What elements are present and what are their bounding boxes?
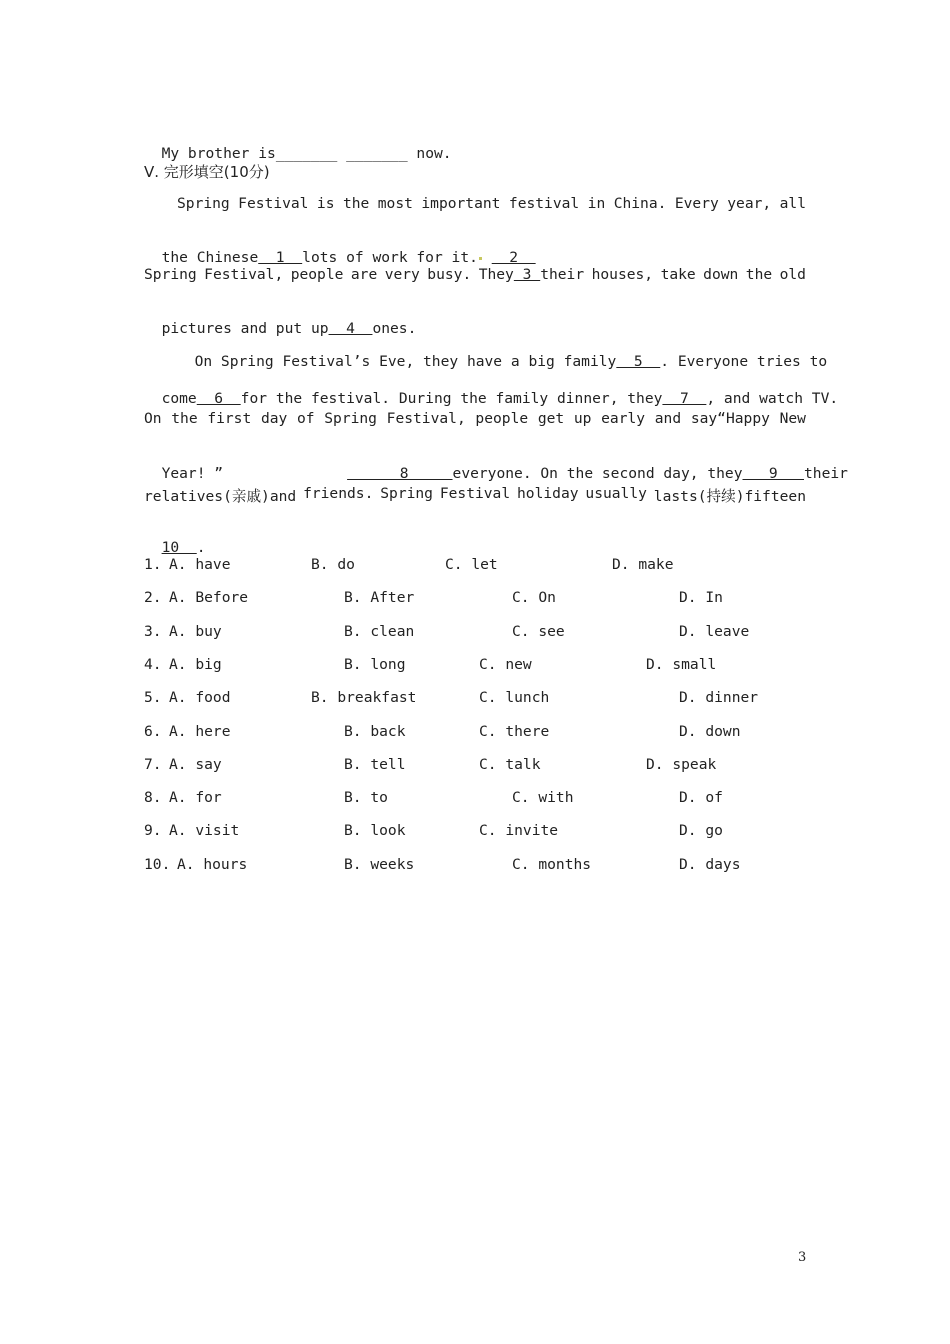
blank-3: 3 bbox=[513, 266, 541, 283]
option-b: B. tell bbox=[344, 755, 406, 773]
passage-text: On Spring Festival’s Eve, they have a big family bbox=[194, 353, 617, 370]
option-b: B. weeks bbox=[344, 855, 415, 873]
passage-word: take bbox=[660, 266, 696, 283]
passage-word: lasts(持续)fifteen bbox=[653, 488, 806, 505]
passage-word: holiday bbox=[517, 485, 579, 502]
passage-word: Spring bbox=[324, 410, 377, 427]
passage-word: the bbox=[745, 266, 773, 283]
option-c: C. On bbox=[512, 589, 556, 607]
passage-word: Festival bbox=[439, 485, 511, 502]
option-d: D. leave bbox=[679, 622, 750, 640]
passage-word: Festival, bbox=[204, 266, 284, 283]
option-c: C. with bbox=[512, 789, 574, 807]
option-d: D. speak bbox=[646, 755, 717, 773]
option-a: A. Before bbox=[169, 589, 249, 607]
passage-line bbox=[144, 303, 416, 337]
option-c: C. months bbox=[512, 855, 592, 873]
passage-word: friends. bbox=[303, 485, 374, 502]
passage-text: the Chinese bbox=[161, 249, 259, 266]
passage-word: China. bbox=[613, 195, 667, 212]
option-a: A. buy bbox=[169, 622, 222, 640]
option-b: B. to bbox=[344, 789, 388, 807]
page-number: 3 bbox=[798, 1250, 807, 1265]
blank-6: 6 bbox=[196, 390, 241, 407]
passage-word: Festival, bbox=[386, 410, 466, 427]
option-a: A. for bbox=[169, 789, 222, 807]
option-b: B. breakfast bbox=[311, 689, 417, 707]
option-b: B. After bbox=[344, 589, 415, 607]
option-a: A. have bbox=[169, 556, 231, 573]
section-title: Ⅴ. 完形填空(10分) bbox=[144, 163, 270, 181]
prev-question-end: now. bbox=[416, 145, 452, 162]
question-number: 6. bbox=[144, 722, 162, 740]
passage-word: very bbox=[384, 266, 420, 283]
passage-text: for the festival. During the family dinner, they bbox=[240, 390, 663, 407]
passage-word: are bbox=[350, 266, 378, 283]
passage-line bbox=[144, 448, 848, 482]
option-c: C. see bbox=[512, 622, 565, 640]
blank-4: 4 bbox=[328, 320, 373, 337]
question-number: 7. bbox=[144, 755, 162, 773]
option-a: A. visit bbox=[169, 822, 240, 840]
option-d: D. make bbox=[612, 556, 674, 573]
passage-line bbox=[144, 373, 838, 407]
answer-blank: _______ _______ bbox=[275, 145, 408, 162]
passage-word: festival bbox=[508, 195, 580, 212]
passage-word: Every bbox=[674, 195, 719, 212]
passage-word: Spring bbox=[380, 485, 433, 502]
passage-word: first bbox=[207, 410, 252, 427]
blank-9: 9 bbox=[742, 465, 804, 482]
passage-word: in bbox=[587, 195, 606, 212]
passage-text: . bbox=[196, 539, 206, 556]
option-c: C. lunch bbox=[479, 689, 550, 707]
passage-word: say“Happy bbox=[690, 410, 770, 427]
option-b: B. look bbox=[344, 822, 406, 840]
question-number: 3. bbox=[144, 622, 162, 640]
blank-8: 8 bbox=[347, 465, 453, 482]
prev-question-text: My brother is bbox=[161, 145, 276, 162]
passage-word: year, bbox=[727, 195, 772, 212]
question-number: 4. bbox=[144, 655, 162, 673]
passage-text: Year! ” bbox=[161, 465, 224, 482]
passage-word: old bbox=[779, 266, 806, 283]
passage-text: their bbox=[804, 465, 848, 482]
passage-word: is bbox=[316, 195, 335, 212]
question-number: 8. bbox=[144, 789, 162, 807]
blank-2: 2 bbox=[491, 249, 536, 266]
blank-7: 7 bbox=[662, 390, 707, 407]
option-b: B. do bbox=[311, 556, 355, 573]
blank-10: 10 bbox=[161, 539, 197, 556]
passage-word: most bbox=[377, 195, 413, 212]
question-number: 1. bbox=[144, 556, 162, 573]
option-b: B. long bbox=[344, 655, 406, 673]
passage-text: ones. bbox=[372, 320, 417, 337]
passage-word: up bbox=[573, 410, 592, 427]
passage-word: Spring bbox=[177, 195, 230, 212]
passage-text: everyone. On the second day, they bbox=[452, 465, 743, 482]
passage-word: important bbox=[421, 195, 501, 212]
passage-word: Spring bbox=[144, 266, 197, 283]
question-number: 9. bbox=[144, 822, 162, 840]
option-a: A. food bbox=[169, 689, 231, 707]
passage-line bbox=[144, 410, 806, 427]
passage-word: the bbox=[342, 195, 370, 212]
passage-line bbox=[144, 232, 536, 266]
prev-question-line bbox=[144, 128, 452, 162]
passage-text: . Everyone tries to bbox=[660, 353, 828, 370]
passage-word: usually bbox=[585, 485, 647, 502]
option-c: C. let bbox=[445, 556, 498, 573]
option-d: D. small bbox=[646, 655, 717, 673]
blank-1: 1 bbox=[258, 249, 303, 266]
passage-word: houses, bbox=[591, 266, 654, 283]
passage-word: New bbox=[779, 410, 806, 427]
passage-word: They 3 their bbox=[478, 266, 585, 283]
option-d: D. go bbox=[679, 822, 723, 840]
option-c: C. invite bbox=[479, 822, 559, 840]
passage-line bbox=[177, 195, 806, 212]
option-b: B. back bbox=[344, 722, 406, 740]
passage-word: get bbox=[537, 410, 565, 427]
passage-word: people bbox=[290, 266, 344, 283]
question-number: 10. bbox=[144, 855, 171, 873]
passage-word: of bbox=[296, 410, 315, 427]
passage-word: and bbox=[654, 410, 682, 427]
passage-text: lots of work for it. bbox=[302, 249, 478, 266]
question-number: 5. bbox=[144, 689, 162, 707]
option-d: D. days bbox=[679, 855, 741, 873]
option-c: C. there bbox=[479, 722, 550, 740]
option-a: A. here bbox=[169, 722, 231, 740]
passage-text: come bbox=[161, 390, 197, 407]
option-d: D. In bbox=[679, 589, 723, 607]
blank-5: 5 bbox=[616, 353, 661, 370]
passage-text: pictures and put up bbox=[161, 320, 329, 337]
option-c: C. new bbox=[479, 655, 532, 673]
passage-word: relatives(亲戚)and bbox=[144, 488, 297, 505]
passage-line bbox=[144, 485, 806, 506]
option-d: D. down bbox=[679, 722, 741, 740]
stray-mark bbox=[479, 257, 482, 260]
passage-line bbox=[144, 522, 206, 556]
option-b: B. clean bbox=[344, 622, 415, 640]
passage-word: early bbox=[601, 410, 646, 427]
option-a: A. big bbox=[169, 655, 222, 673]
option-d: D. dinner bbox=[679, 689, 759, 707]
passage-word: busy. bbox=[427, 266, 472, 283]
passage-line bbox=[177, 336, 827, 370]
passage-word: On bbox=[144, 410, 162, 427]
question-number: 2. bbox=[144, 589, 162, 607]
passage-line bbox=[144, 266, 806, 283]
passage-word: Festival bbox=[238, 195, 309, 212]
passage-word: down bbox=[703, 266, 739, 283]
passage-word: people bbox=[475, 410, 529, 427]
option-a: A. say bbox=[169, 755, 222, 773]
option-d: D. of bbox=[679, 789, 723, 807]
passage-text: , and watch TV. bbox=[706, 390, 839, 407]
passage-word: day bbox=[260, 410, 288, 427]
passage-word: the bbox=[171, 410, 198, 427]
option-a: A. hours bbox=[177, 855, 248, 873]
passage-word: all bbox=[779, 195, 806, 212]
option-c: C. talk bbox=[479, 755, 541, 773]
